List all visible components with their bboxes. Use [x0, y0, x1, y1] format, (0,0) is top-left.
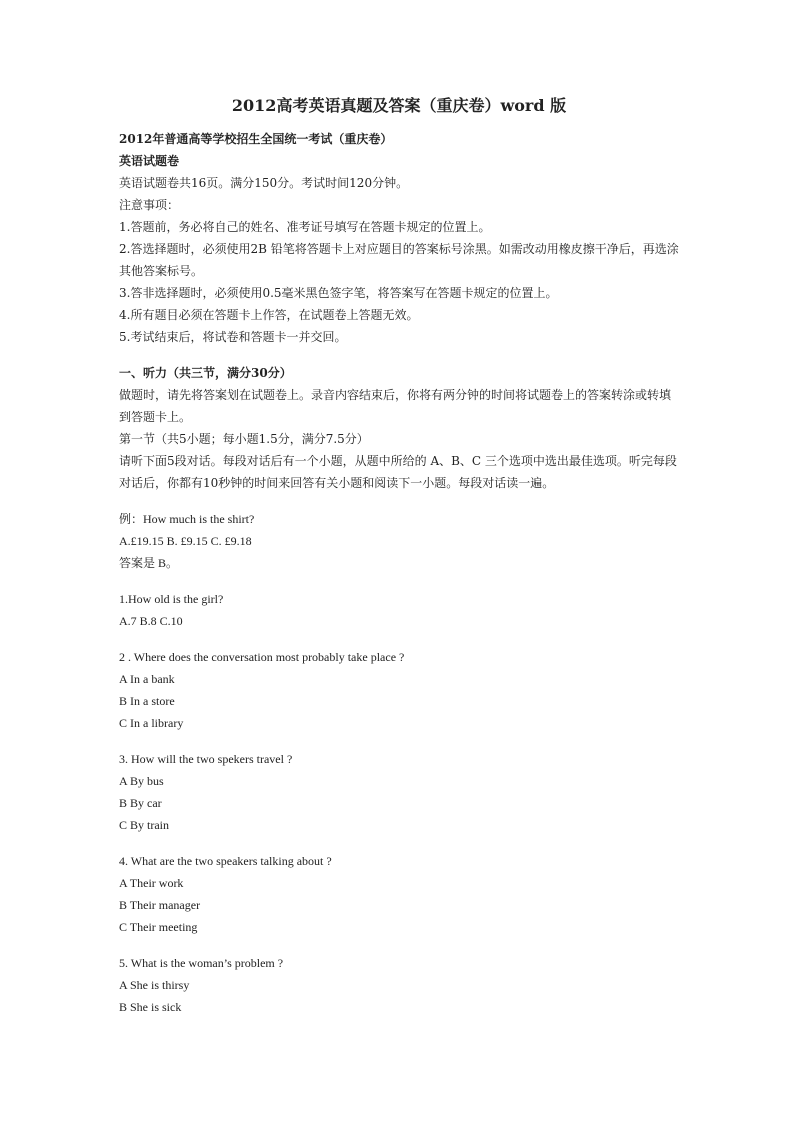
section-heading: 一、听力（共三节，满分30分）: [119, 366, 292, 380]
question-2-option-c: C In a library: [119, 716, 184, 730]
note-item: 4.所有题目必须在答题卡上作答，在试题卷上答题无效。: [119, 308, 419, 322]
example-answer: 答案是 B。: [119, 556, 179, 570]
spacer: [119, 632, 679, 646]
question-4-option-b: B Their manager: [119, 898, 201, 912]
question-1: 1.How old is the girl?: [119, 592, 224, 606]
note-item: 5.考试结束后，将试卷和答题卡一并交回。: [119, 330, 347, 344]
spacer: [119, 494, 679, 508]
spacer: [119, 734, 679, 748]
question-1-options: A.7 B.8 C.10: [119, 614, 183, 628]
notes-heading: 注意事项：: [119, 198, 180, 212]
spacer: [119, 836, 679, 850]
spacer: [119, 938, 679, 952]
question-2: 2 . Where does the conversation most probably take place ?: [119, 650, 405, 664]
note-item: 3.答非选择题时，必须使用0.5毫米黑色签字笔，将答案写在答题卡规定的位置上。: [119, 286, 558, 300]
question-2-option-b: B In a store: [119, 694, 175, 708]
example-options: A.£19.15 B. £9.15 C. £9.18: [119, 534, 252, 548]
example-question: 例：How much is the shirt?: [119, 512, 255, 526]
question-5-option-b: B She is sick: [119, 1000, 182, 1014]
question-5: 5. What is the woman’s problem ?: [119, 956, 284, 970]
paper-name: 英语试题卷: [119, 154, 180, 168]
note-item: 1.答题前，务必将自己的姓名、准考证号填写在答题卡规定的位置上。: [119, 220, 491, 234]
question-4-option-c: C Their meeting: [119, 920, 198, 934]
question-2-option-a: A In a bank: [119, 672, 175, 686]
spacer: [119, 574, 679, 588]
part-heading: 第一节（共5小题；每小题1.5分，满分7.5分）: [119, 432, 369, 446]
document-title: 2012高考英语真题及答案（重庆卷）word 版: [231, 96, 567, 115]
part-intro: 请听下面5段对话。每段对话后有一个小题，从题中所给的 A、B、C 三个选项中选出最佳选项。听完每段对话后，你都有10秒钟的时间来回答有关小题和阅读下一小题。每段对话读一遍。: [119, 454, 677, 490]
question-3: 3. How will the two spekers travel ?: [119, 752, 293, 766]
spacer: [119, 348, 679, 362]
question-4-option-a: A Their work: [119, 876, 184, 890]
question-3-option-b: B By car: [119, 796, 162, 810]
exam-intro: 英语试题卷共16页。满分150分。考试时间120分钟。: [119, 176, 409, 190]
section-intro: 做题时，请先将答案划在试题卷上。录音内容结束后，你将有两分钟的时间将试题卷上的答案转涂或转填到答题卡上。: [119, 388, 672, 424]
exam-subtitle: 2012年普通高等学校招生全国统一考试（重庆卷）: [119, 132, 393, 146]
question-3-option-a: A By bus: [119, 774, 164, 788]
question-5-option-a: A She is thirsy: [119, 978, 190, 992]
question-4: 4. What are the two speakers talking about ?: [119, 854, 332, 868]
document-content: [119, 94, 679, 1018]
question-3-option-c: C By train: [119, 818, 169, 832]
note-item: 2.答选择题时，必须使用2B 铅笔将答题卡上对应题目的答案标号涂黑。如需改动用橡皮擦干净后，再选涂其他答案标号。: [119, 242, 679, 278]
